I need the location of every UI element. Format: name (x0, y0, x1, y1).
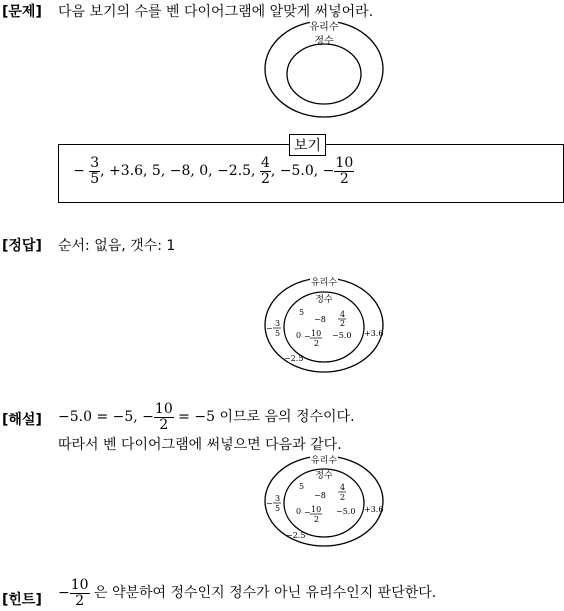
example-box-title: 보기 (289, 134, 326, 156)
inner-label: 정수 (315, 471, 333, 481)
answer-venn-diagram (262, 275, 386, 375)
item3-fraction: $\frac{10}{2}$ (335, 155, 354, 187)
value-0: 0 (296, 507, 302, 516)
value-minus-3-over-5-den: 5 (275, 329, 281, 338)
outer-label: 유리수 (310, 456, 338, 466)
answer-label: [정답] (2, 238, 42, 254)
value-0: 0 (296, 331, 302, 340)
outer-label: 유리수 (309, 22, 339, 33)
explanation-label: [해설] (2, 412, 42, 428)
hint-sign: − (58, 585, 70, 602)
value-5: 5 (299, 482, 305, 491)
explanation-venn-diagram (262, 453, 386, 550)
items-after: , −5.0, − (270, 163, 335, 180)
items-middle: , +3.6, 5, −8, 0, −2.5, (100, 163, 260, 180)
value-minus-2.5: −2.5 (286, 531, 306, 540)
problem-label: [문제] (2, 4, 42, 20)
value-minus-3-over-5-sign: − (266, 324, 273, 333)
inner-ellipse-integer (287, 44, 361, 104)
value-minus-10-over-2-den: 2 (314, 515, 320, 524)
explanation-line1 (58, 402, 355, 432)
value-5: 5 (299, 308, 305, 317)
value-plus-3.6: +3.6 (364, 505, 384, 514)
value-minus-8: −8 (314, 315, 326, 324)
inner-label: 정수 (314, 36, 334, 47)
value-4-over-2-num: 4 (340, 483, 346, 492)
value-4-over-2-den: 2 (340, 493, 346, 502)
value-minus-3-over-5-den: 5 (275, 504, 281, 513)
value-4-over-2-den: 2 (340, 319, 346, 328)
item2-fraction: $\frac{4}{2}$ (260, 155, 270, 187)
explanation-line2: 따라서 벤 다이어그램에 써넣으면 다음과 같다. (58, 437, 342, 453)
hint-label: [힌트] (2, 592, 42, 608)
hint-fraction: $\frac{10}{2}$ (70, 577, 89, 609)
hint-body: 은 약분하여 정수인지 정수가 아닌 유리수인지 판단한다. (89, 585, 437, 602)
equation-part-c: 이므로 음의 정수이다. (215, 409, 355, 426)
value-minus-5.0: −5.0 (336, 507, 356, 516)
value-minus-3-over-5-sign: − (266, 499, 273, 508)
value-minus-2.5: −2.5 (284, 354, 304, 363)
value-minus-3-over-5-num: 3 (275, 494, 281, 503)
answer-text: 순서: 없음, 갯수: 1 (58, 238, 176, 254)
value-minus-10-over-2-den: 2 (314, 339, 320, 348)
problem-text: 다음 보기의 수를 벤 다이어그램에 알맞게 써넣어라. (58, 4, 374, 20)
value-minus-10-over-2-sign: − (304, 332, 311, 341)
equation-part-b: = −5 (173, 409, 216, 426)
value-minus-10-over-2-sign: − (304, 508, 311, 517)
value-minus-8: −8 (314, 491, 326, 500)
item1-fraction: $\frac{3}{5}$ (90, 155, 100, 187)
value-minus-5.0: −5.0 (332, 331, 352, 340)
value-4-over-2-num: 4 (340, 310, 346, 319)
value-minus-10-over-2-num: 10 (311, 329, 322, 338)
equation-fraction: $\frac{10}{2}$ (154, 401, 173, 433)
hint-text (58, 578, 436, 608)
outer-label: 유리수 (310, 278, 338, 288)
value-minus-3-over-5-num: 3 (275, 319, 281, 328)
inner-label: 정수 (315, 295, 333, 305)
example-items (73, 156, 354, 186)
value-plus-3.6: +3.6 (364, 329, 384, 338)
equation-part-a: −5.0 = −5, − (58, 409, 154, 426)
problem-venn-diagram (262, 18, 386, 120)
item1-sign: − (73, 163, 85, 180)
value-minus-10-over-2-num: 10 (311, 505, 322, 514)
